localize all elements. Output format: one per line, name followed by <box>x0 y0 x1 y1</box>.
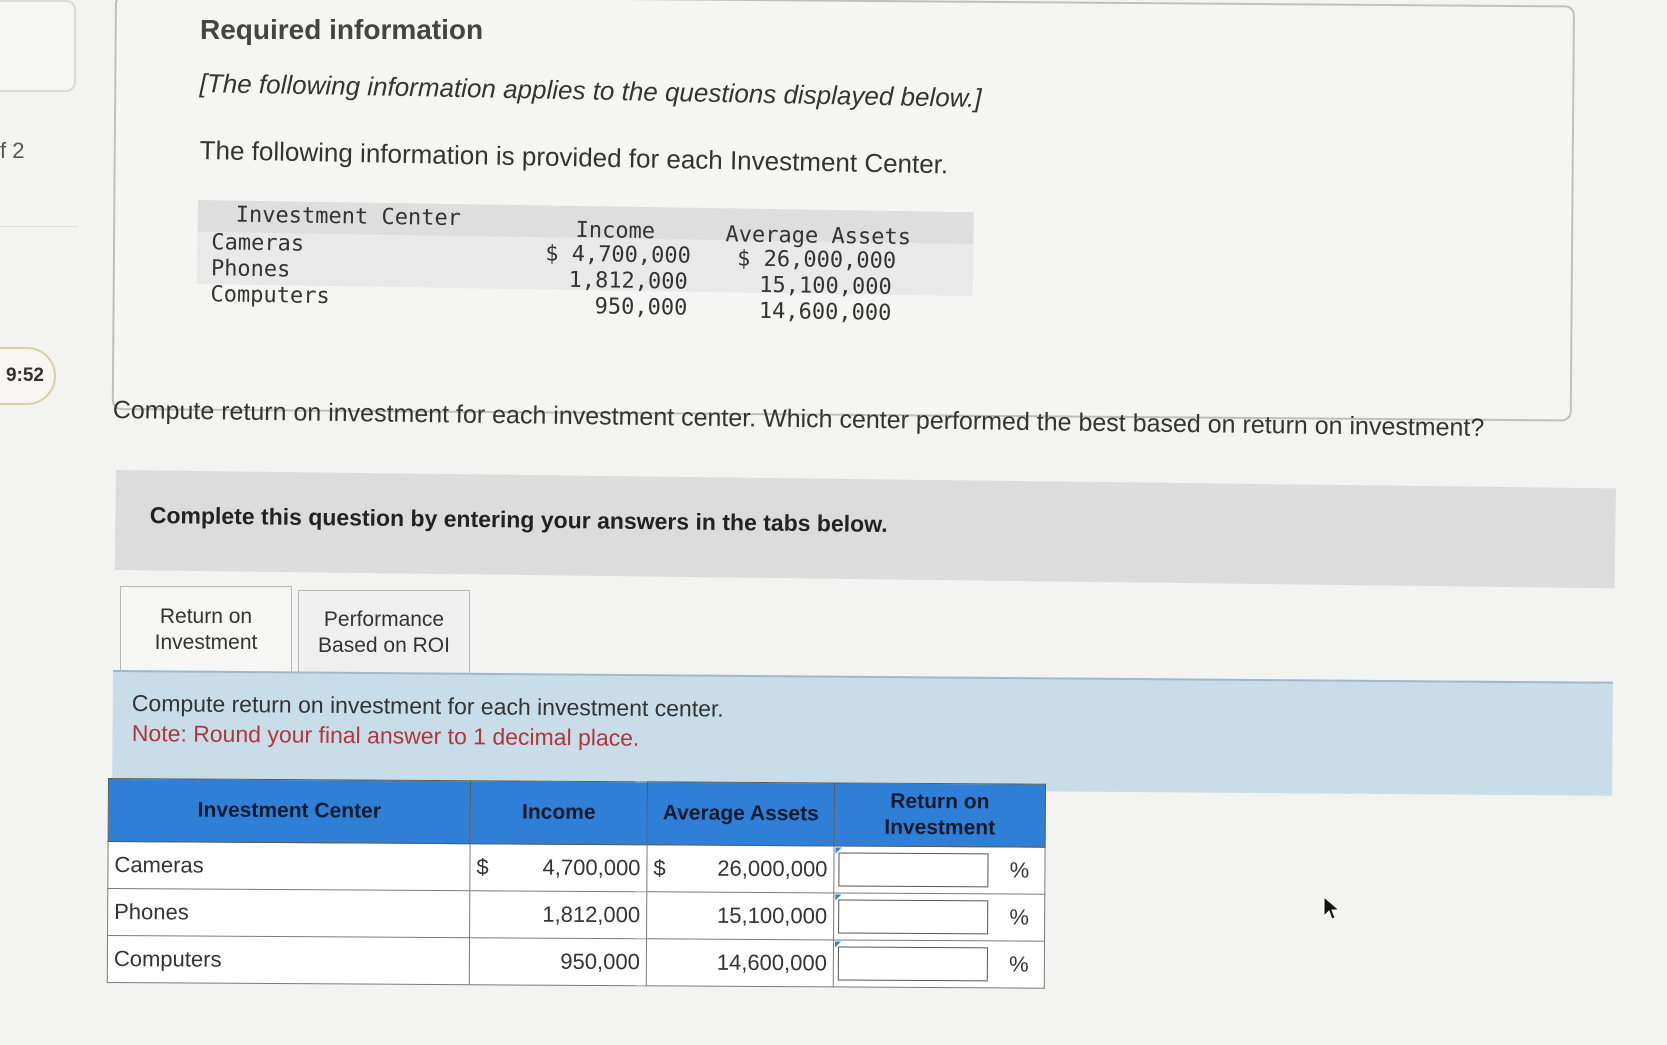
roi-input-phones[interactable] <box>838 899 988 934</box>
given-header-income: Income <box>575 217 656 245</box>
required-information-intro: The following information is provided for each Investment Center. <box>199 135 949 180</box>
given-row-center: Phones <box>210 256 291 283</box>
row-income <box>470 891 647 939</box>
roi-input-cell <box>834 893 995 941</box>
instructions-banner-text: Complete this question by entering your answers in the tabs below. <box>149 502 888 538</box>
tab-return-on-investment[interactable] <box>120 586 292 672</box>
table-row <box>107 936 1044 989</box>
row-assets <box>646 939 833 987</box>
row-center: Phones <box>108 889 470 938</box>
tab-label-line: Return on <box>159 604 253 628</box>
percent-sign: % <box>994 894 1045 941</box>
roi-input-cell <box>833 940 994 988</box>
header-return-on-investment <box>834 783 1045 847</box>
rounding-note: Note: Round your final answer to 1 decimal place. <box>131 720 640 751</box>
row-income-value: 1,812,000 <box>542 901 641 928</box>
row-center: Computers <box>107 936 469 985</box>
given-row-center: Computers <box>210 282 330 310</box>
percent-sign: % <box>994 847 1045 894</box>
side-divider <box>0 226 78 227</box>
header-roi-line: Return on <box>890 789 990 814</box>
header-roi-line: Investment <box>884 815 996 840</box>
tab-performance-based-on-roi[interactable] <box>298 590 470 676</box>
tab-label-line: Based on ROI <box>318 634 450 657</box>
given-row-income: $ 4,700,000 <box>544 241 692 269</box>
given-header-center: Investment Center <box>235 202 462 232</box>
side-card[interactable] <box>0 0 76 92</box>
row-assets-value: 15,100,000 <box>716 902 828 929</box>
table-row <box>108 889 1045 942</box>
currency-symbol: $ <box>653 855 666 881</box>
tab-label-line: Performance <box>323 608 445 631</box>
given-row-assets: $ 26,000,000 <box>736 246 897 274</box>
given-row-income: 1,812,000 <box>568 267 688 295</box>
given-row-assets: 15,100,000 <box>759 272 892 300</box>
header-average-assets: Average Assets <box>647 782 834 846</box>
row-assets-value: 26,000,000 <box>717 855 828 882</box>
percent-sign: % <box>994 941 1045 988</box>
row-center: Cameras <box>108 842 470 891</box>
header-income: Income <box>470 781 647 845</box>
given-row-assets: 14,600,000 <box>758 298 892 326</box>
roi-input-computers[interactable] <box>838 946 988 981</box>
side-label: f 2 <box>0 138 25 163</box>
given-row-income: 950,000 <box>594 294 688 321</box>
currency-symbol: $ <box>476 854 489 880</box>
given-row-center: Cameras <box>211 230 305 257</box>
table-row <box>108 842 1045 895</box>
input-flag-icon <box>836 847 842 853</box>
roi-input-cell <box>834 846 995 894</box>
timer-badge: 9:52 <box>0 347 56 405</box>
tab-instruction-text: Compute return on investment for each investment center. <box>131 690 724 722</box>
mouse-cursor-icon <box>1322 896 1340 922</box>
given-header-assets: Average Assets <box>725 222 912 251</box>
question-text: Compute return on investment for each investment center. Which center performed the best based on return on investment? <box>112 396 1485 442</box>
row-income <box>469 938 646 986</box>
row-assets <box>647 845 834 893</box>
required-information-note: [The following information applies to the questions displayed below.] <box>199 68 982 114</box>
required-information-title: Required information <box>200 14 484 45</box>
header-investment-center: Investment Center <box>108 779 470 844</box>
row-assets-value: 14,600,000 <box>716 949 827 976</box>
row-income-value: 950,000 <box>560 948 640 975</box>
roi-answer-table <box>107 778 1046 989</box>
tab-label-line: Investment <box>154 630 258 654</box>
input-flag-icon <box>835 941 841 947</box>
row-income <box>470 844 647 892</box>
input-flag-icon <box>835 894 841 900</box>
row-assets <box>647 892 834 940</box>
given-data-table <box>196 200 974 352</box>
roi-input-cameras[interactable] <box>838 852 988 887</box>
row-income-value: 4,700,000 <box>542 854 641 881</box>
